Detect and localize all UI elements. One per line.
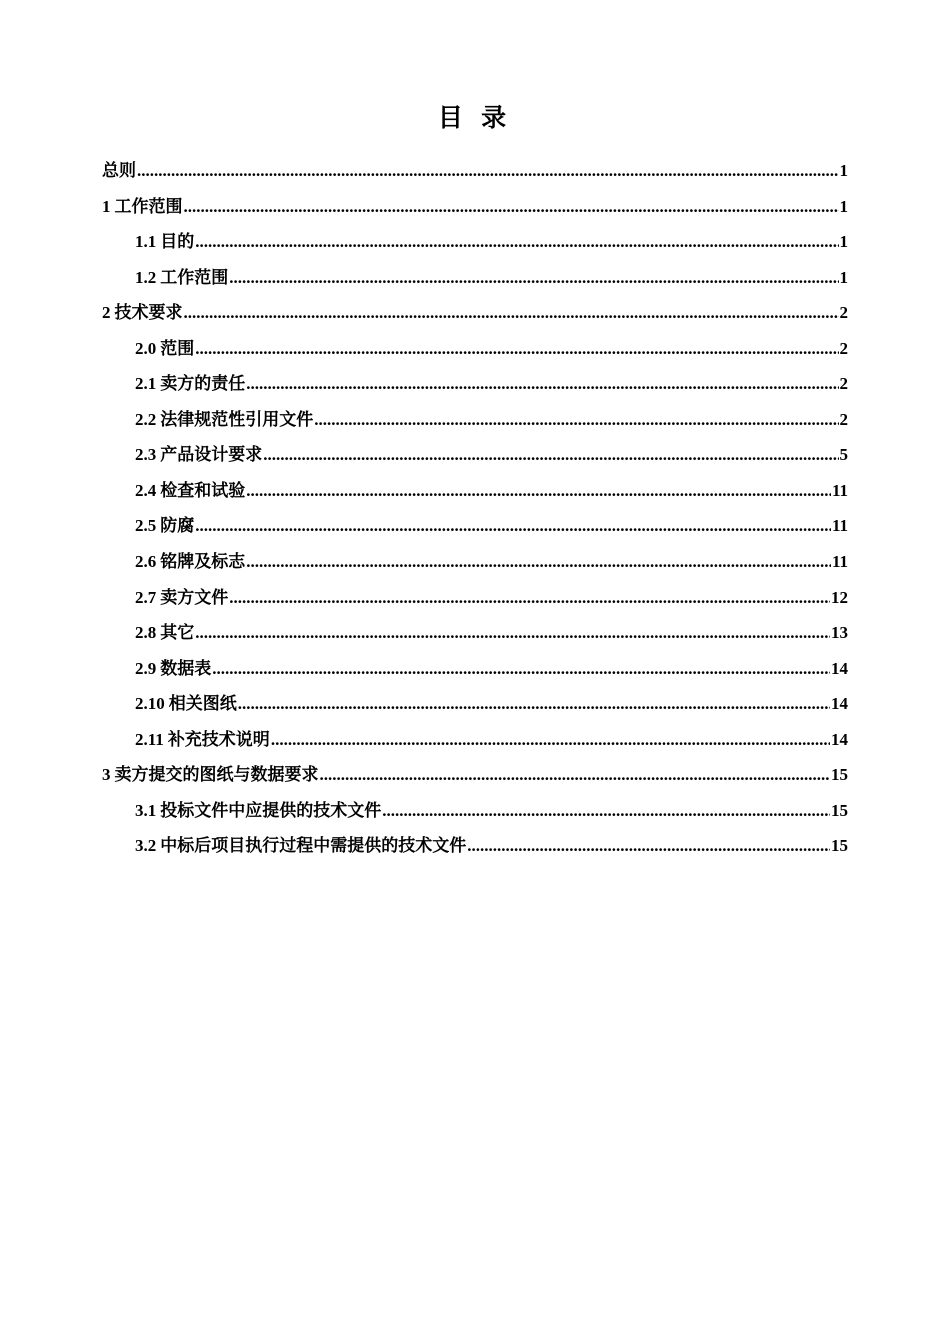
toc-entry-label	[135, 331, 194, 366]
toc-entry[interactable]	[102, 473, 848, 509]
toc-entry[interactable]	[102, 224, 848, 260]
toc-entry-label	[135, 224, 194, 259]
toc-entry[interactable]	[102, 153, 848, 189]
toc-entry-page-number: 14	[831, 729, 848, 749]
toc-entry[interactable]	[102, 757, 848, 793]
toc-entry[interactable]	[102, 686, 848, 722]
toc-entry[interactable]	[102, 615, 848, 651]
toc-entry-text: 检查和试验	[160, 480, 246, 500]
toc-entry-page-number: 1	[839, 161, 848, 180]
toc-entry-number: 3.2	[135, 836, 157, 856]
toc-entry-label	[135, 793, 381, 828]
toc-entry-label	[102, 189, 183, 224]
toc-entry-label	[135, 402, 313, 437]
toc-entry-text: 铭牌及标志	[160, 552, 246, 572]
toc-entry-text: 相关图纸	[168, 694, 237, 714]
toc-entry-label	[135, 544, 245, 579]
toc-entry-label	[135, 473, 245, 508]
toc-entry-page-number: 11	[831, 480, 848, 500]
toc-entry-label	[135, 686, 237, 721]
toc-dot-leader	[314, 402, 838, 437]
toc-entry-text: 法律规范性引用文件	[160, 409, 314, 429]
toc-entry-page-number: 14	[831, 658, 848, 678]
table-of-contents	[102, 153, 848, 864]
toc-entry[interactable]	[102, 580, 848, 616]
toc-entry-text: 其它	[160, 623, 195, 643]
toc-entry[interactable]	[102, 189, 848, 225]
toc-entry-page-number: 2	[839, 409, 848, 429]
toc-entry-number: 2.5	[135, 516, 157, 536]
toc-entry-number: 2.10	[135, 694, 165, 714]
toc-entry-page-number: 2	[839, 303, 848, 323]
toc-entry-number: 1	[102, 196, 111, 216]
toc-entry-text: 补充技术说明	[167, 729, 270, 749]
toc-entry[interactable]	[102, 508, 848, 544]
toc-entry-text: 卖方的责任	[160, 374, 246, 394]
toc-entry-page-number: 1	[839, 196, 848, 216]
toc-entry-label	[135, 651, 211, 686]
toc-entry-page-number: 1	[839, 232, 848, 252]
toc-entry-text: 技术要求	[114, 303, 183, 323]
toc-dot-leader	[195, 331, 838, 366]
toc-entry-number: 1.2	[135, 267, 157, 287]
toc-dot-leader	[467, 828, 830, 863]
toc-dot-leader	[238, 686, 830, 721]
toc-entry-text: 防腐	[160, 516, 195, 536]
toc-entry-page-number: 2	[839, 338, 848, 358]
toc-title: 目 录	[437, 105, 513, 132]
toc-entry[interactable]	[102, 260, 848, 296]
toc-entry[interactable]	[102, 295, 848, 331]
toc-entry-page-number: 2	[839, 374, 848, 394]
toc-entry-page-number: 15	[831, 765, 848, 785]
toc-entry-number: 2.3	[135, 445, 157, 465]
toc-dot-leader	[229, 260, 838, 295]
toc-dot-leader	[195, 508, 831, 543]
toc-entry-label	[135, 615, 194, 650]
toc-entry[interactable]	[102, 544, 848, 580]
toc-entry-number: 2.8	[135, 623, 157, 643]
toc-entry-number: 3.1	[135, 800, 157, 820]
toc-entry[interactable]	[102, 651, 848, 687]
toc-entry-page-number: 11	[831, 552, 848, 572]
toc-dot-leader	[212, 651, 830, 686]
toc-entry-text: 目的	[160, 232, 195, 252]
toc-entry-text: 工作范围	[160, 267, 229, 287]
toc-dot-leader	[184, 295, 839, 330]
toc-entry[interactable]	[102, 722, 848, 758]
toc-entry-number: 2.9	[135, 658, 157, 678]
toc-entry-label	[135, 508, 194, 543]
toc-entry-number: 2.1	[135, 374, 157, 394]
toc-dot-leader	[229, 580, 830, 615]
toc-dot-leader	[271, 722, 830, 757]
toc-entry-page-number: 12	[831, 587, 848, 607]
toc-entry-number: 2.4	[135, 480, 157, 500]
toc-entry-text: 工作范围	[114, 196, 183, 216]
toc-entry-text: 中标后项目执行过程中需提供的技术文件	[160, 836, 467, 856]
toc-dot-leader	[320, 757, 831, 792]
toc-entry-number: 2.7	[135, 587, 157, 607]
toc-entry-label	[102, 295, 183, 330]
toc-entry-text: 总则	[102, 161, 136, 180]
toc-entry-page-number: 13	[831, 623, 848, 643]
toc-entry-page-number: 5	[839, 445, 848, 465]
toc-entry-text: 数据表	[160, 658, 212, 678]
toc-dot-leader	[382, 793, 830, 828]
toc-entry[interactable]	[102, 793, 848, 829]
toc-entry-label	[135, 366, 245, 401]
toc-entry-number: 2.0	[135, 338, 157, 358]
toc-dot-leader	[246, 544, 831, 579]
toc-entry-label	[135, 437, 262, 472]
toc-entry[interactable]	[102, 402, 848, 438]
toc-entry[interactable]	[102, 437, 848, 473]
toc-entry-text: 产品设计要求	[160, 445, 263, 465]
toc-entry-page-number: 15	[831, 836, 848, 856]
toc-entry-number: 3	[102, 765, 111, 785]
toc-dot-leader	[195, 224, 838, 259]
toc-dot-leader	[263, 437, 838, 472]
toc-entry-page-number: 11	[831, 516, 848, 536]
toc-entry-number: 2	[102, 303, 111, 323]
toc-entry-label	[135, 580, 228, 615]
toc-entry-page-number: 15	[831, 800, 848, 820]
toc-entry-text: 卖方文件	[160, 587, 229, 607]
toc-dot-leader	[195, 615, 830, 650]
toc-entry-text: 投标文件中应提供的技术文件	[160, 800, 382, 820]
toc-dot-leader	[184, 189, 839, 224]
toc-entry-number: 1.1	[135, 232, 157, 252]
toc-entry[interactable]	[102, 366, 848, 402]
toc-entry-label	[135, 722, 270, 757]
toc-entry-page-number: 14	[831, 694, 848, 714]
toc-entry-number: 2.11	[135, 729, 164, 749]
toc-entry-label	[102, 757, 319, 792]
toc-dot-leader	[246, 366, 838, 401]
toc-entry[interactable]	[102, 331, 848, 367]
toc-entry-text: 范围	[160, 338, 195, 358]
toc-entry-text: 卖方提交的图纸与数据要求	[114, 765, 319, 785]
toc-entry-label	[135, 828, 466, 863]
toc-entry-label	[135, 260, 228, 295]
toc-dot-leader	[246, 473, 831, 508]
toc-entry-page-number: 1	[839, 267, 848, 287]
toc-entry-number: 2.6	[135, 552, 157, 572]
toc-dot-leader	[137, 153, 839, 188]
toc-entry[interactable]	[102, 828, 848, 864]
toc-entry-label	[102, 153, 136, 188]
toc-entry-number: 2.2	[135, 409, 157, 429]
